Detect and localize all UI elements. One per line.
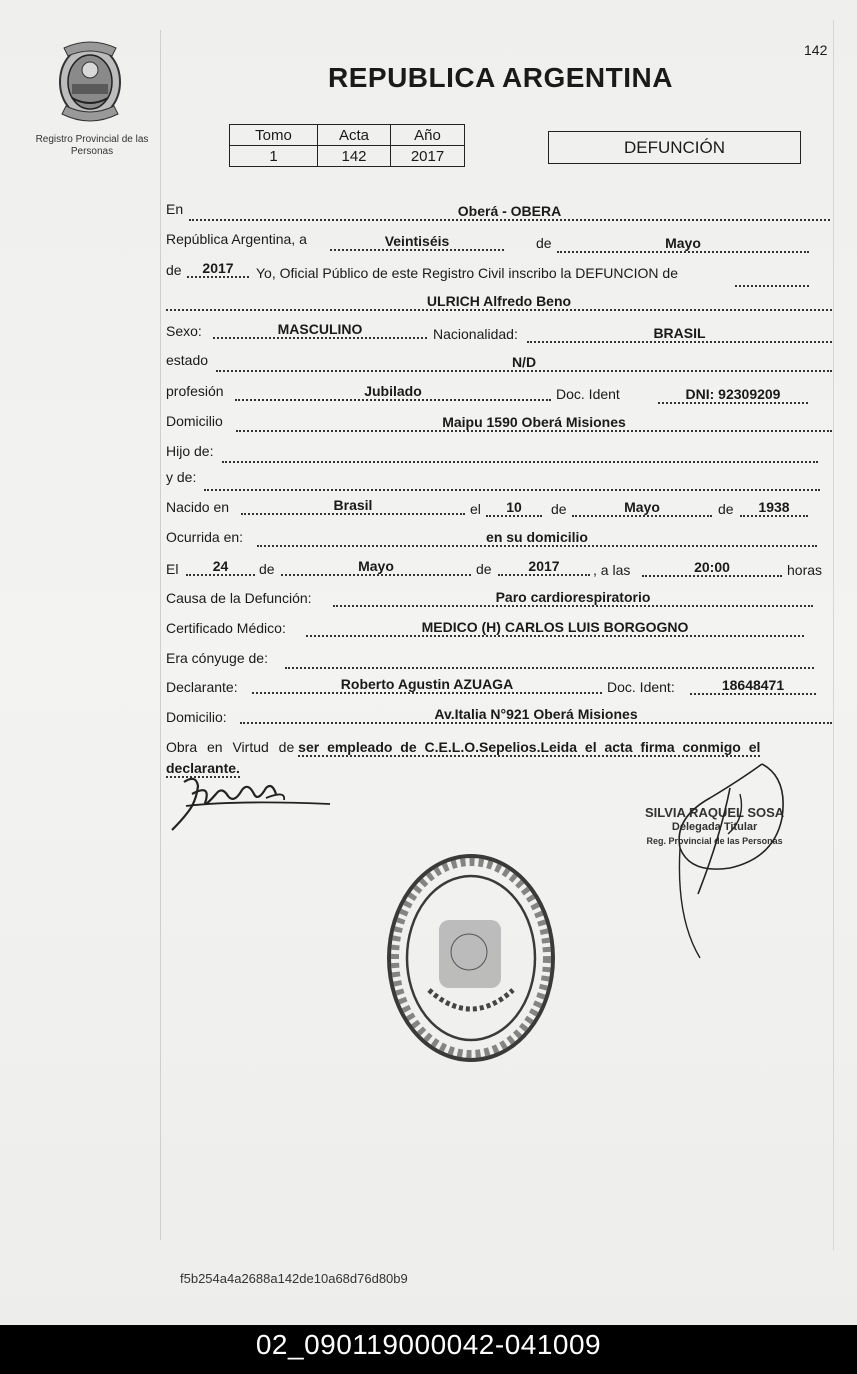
- label-ocurrida-en: Ocurrida en:: [166, 529, 244, 545]
- label-de-6: de: [476, 561, 492, 577]
- field-nac-dia: 10: [486, 499, 542, 517]
- label-domicilio: Domicilio: [166, 413, 223, 429]
- tomo-header: Tomo: [230, 125, 318, 146]
- field-lugar: Oberá - OBERA: [189, 203, 830, 221]
- field-nacionalidad: BRASIL: [527, 325, 832, 343]
- field-nac-mes: Mayo: [572, 499, 712, 517]
- label-doc-ident-2: Doc. Ident:: [607, 679, 675, 695]
- acta-header: Acta: [318, 125, 391, 146]
- field-domicilio: Maipu 1590 Oberá Misiones: [236, 414, 832, 432]
- label-en: En: [166, 201, 184, 217]
- field-obra: ser empleado de C.E.L.O.Sepelios.Leida el acta firma conmigo el declarante.: [166, 739, 761, 776]
- label-a-las: , a las: [593, 562, 631, 578]
- field-def-dia: 24: [186, 558, 255, 576]
- label-obra: Obra en Virtud de: [166, 739, 295, 755]
- right-margin-line: [833, 20, 834, 1250]
- document-title: REPUBLICA ARGENTINA: [328, 62, 673, 93]
- label-de-3: de: [551, 501, 567, 517]
- field-estado: N/D: [216, 354, 832, 372]
- tomo-value: 1: [230, 146, 318, 167]
- record-type-box: DEFUNCIÓN: [548, 131, 801, 164]
- label-republica: República Argentina, a: [166, 231, 307, 247]
- anio-value: 2017: [391, 146, 465, 167]
- field-declarante-doc: 18648471: [690, 677, 816, 695]
- anio-header: Año: [391, 125, 465, 146]
- label-nacionalidad: Nacionalidad:: [433, 326, 518, 342]
- field-conyuge: [285, 650, 814, 669]
- field-sexo: MASCULINO: [213, 321, 427, 339]
- field-hijo-de: [222, 444, 818, 463]
- registry-name: Registro Provincial de las Personas: [35, 134, 149, 157]
- field-profesion: Jubilado: [235, 383, 551, 401]
- official-signature: [670, 758, 800, 968]
- document-hash: f5b254a4a2688a142de10a68d76d80b9: [180, 1271, 408, 1286]
- field-nombre: ULRICH Alfredo Beno: [166, 293, 832, 311]
- field-mes: Mayo: [557, 235, 809, 253]
- label-estado: estado: [166, 352, 209, 368]
- label-declarante: Declarante:: [166, 679, 238, 695]
- signer-office: Reg. Provincial de las Personas: [646, 836, 783, 846]
- registry-seal-stamp: [383, 850, 559, 1066]
- field-causa: Paro cardiorespiratorio: [333, 589, 813, 607]
- label-hijo-de: Hijo de:: [166, 443, 214, 459]
- field-nacido-en: Brasil: [241, 497, 465, 515]
- label-conyuge: Era cónyuge de:: [166, 650, 268, 666]
- label-doc-ident: Doc. Ident: [556, 386, 620, 402]
- label-y-de: y de:: [166, 469, 197, 485]
- signer-role: Delegada Titular: [671, 821, 758, 833]
- label-yo: Yo, Oficial Público de este Registro Civil inscribo la DEFUNCION de: [256, 265, 678, 281]
- label-de-5: de: [259, 561, 275, 577]
- left-margin-line: [160, 30, 161, 1240]
- field-declarante: Roberto Agustin AZUAGA: [252, 676, 602, 694]
- label-profesion: profesión: [166, 383, 224, 399]
- label-de-1: de: [536, 235, 552, 251]
- field-ocurrida-en: en su domicilio: [257, 529, 817, 547]
- field-anio: 2017: [187, 260, 249, 278]
- field-yo-blank: [735, 268, 809, 287]
- field-def-anio: 2017: [498, 558, 590, 576]
- footer-code: 02_090119000042-041009: [0, 1325, 857, 1374]
- page-number: 142: [804, 42, 828, 58]
- field-y-de: [204, 472, 820, 491]
- label-sexo: Sexo:: [166, 323, 202, 339]
- label-nacido-en: Nacido en: [166, 499, 230, 515]
- label-causa: Causa de la Defunción:: [166, 590, 312, 606]
- reference-table: [229, 124, 465, 167]
- field-def-hora: 20:00: [642, 559, 782, 577]
- label-certificado: Certificado Médico:: [166, 620, 286, 636]
- label-de-4: de: [718, 501, 734, 517]
- field-documento: DNI: 92309209: [658, 386, 808, 404]
- label-el-cap: El: [166, 561, 179, 577]
- field-def-mes: Mayo: [281, 558, 471, 576]
- field-declarante-domicilio: Av.Italia N°921 Oberá Misiones: [240, 706, 832, 724]
- provincial-crest-logo: [50, 36, 130, 128]
- signer-name: SILVIA RAQUEL SOSA: [645, 805, 785, 820]
- field-nac-anio: 1938: [740, 499, 808, 517]
- label-de-2: de: [166, 262, 182, 278]
- field-dia: Veintiséis: [330, 233, 504, 251]
- acta-value: 142: [318, 146, 391, 167]
- declarant-signature: [166, 772, 336, 834]
- label-domicilio-2: Domicilio:: [166, 709, 227, 725]
- field-certificado: MEDICO (H) CARLOS LUIS BORGOGNO: [306, 619, 804, 637]
- label-horas: horas: [787, 562, 823, 578]
- label-el: el: [470, 501, 481, 517]
